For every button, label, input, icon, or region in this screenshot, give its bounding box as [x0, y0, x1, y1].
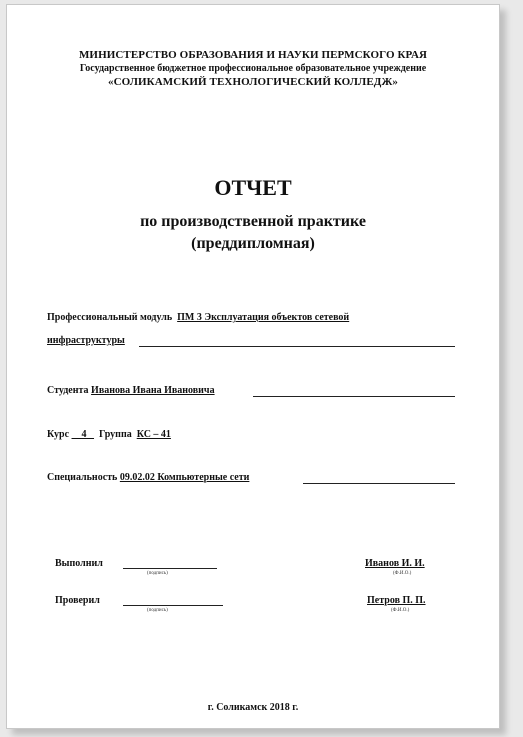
module-underline [139, 346, 455, 347]
module-value-line2: инфраструктуры [47, 335, 125, 346]
course-label: Курс [47, 429, 70, 440]
ministry-heading: МИНИСТЕРСТВО ОБРАЗОВАНИЯ И НАУКИ ПЕРМСКОГО КРАЯ [78, 49, 428, 61]
course-value: 4 [81, 429, 87, 440]
institution-type: Государственное бюджетное профессиональное образовательное учреждение [79, 63, 427, 74]
report-subtitle-line1: по производственной практике [140, 213, 366, 230]
group-value: КС – 41 [136, 429, 171, 440]
specialty-field [47, 472, 249, 483]
module-value-line1: ПМ 3 Эксплуатация объектов сетевой [177, 312, 350, 323]
checked-fio-hint: (Ф.И.О.) [391, 608, 410, 613]
specialty-underline [303, 483, 455, 484]
specialty-value: 09.02.02 Компьютерные сети [119, 472, 250, 483]
document-page [6, 4, 500, 729]
checked-signature-hint: (подпись) [147, 608, 168, 613]
college-name: «СОЛИКАМСКИЙ ТЕХНОЛОГИЧЕСКИЙ КОЛЛЕДЖ» [107, 76, 399, 88]
specialty-label: Специальность [47, 472, 118, 483]
city-year: г. Соликамск 2018 г. [207, 702, 299, 713]
checked-name: Петров П. П. [367, 595, 426, 606]
student-field [47, 385, 215, 396]
performed-label: Выполнил [55, 558, 103, 569]
performed-signature-hint: (подпись) [147, 571, 168, 576]
performed-name: Иванов И. И. [365, 558, 425, 569]
group-label: Группа [99, 429, 132, 440]
performed-signature-line [123, 568, 217, 569]
checked-label: Проверил [55, 595, 100, 606]
student-label: Студента [47, 385, 89, 396]
student-value: Иванова Ивана Ивановича [91, 385, 215, 396]
module-label: Профессиональный модуль [47, 312, 173, 323]
module-field [47, 312, 349, 323]
student-underline [253, 396, 455, 397]
checked-signature-line [123, 605, 223, 606]
report-subtitle-line2: (преддипломная) [191, 235, 315, 252]
report-title: ОТЧЕТ [214, 175, 292, 200]
performed-fio-hint: (Ф.И.О.) [393, 571, 412, 576]
course-group-field [47, 429, 171, 440]
